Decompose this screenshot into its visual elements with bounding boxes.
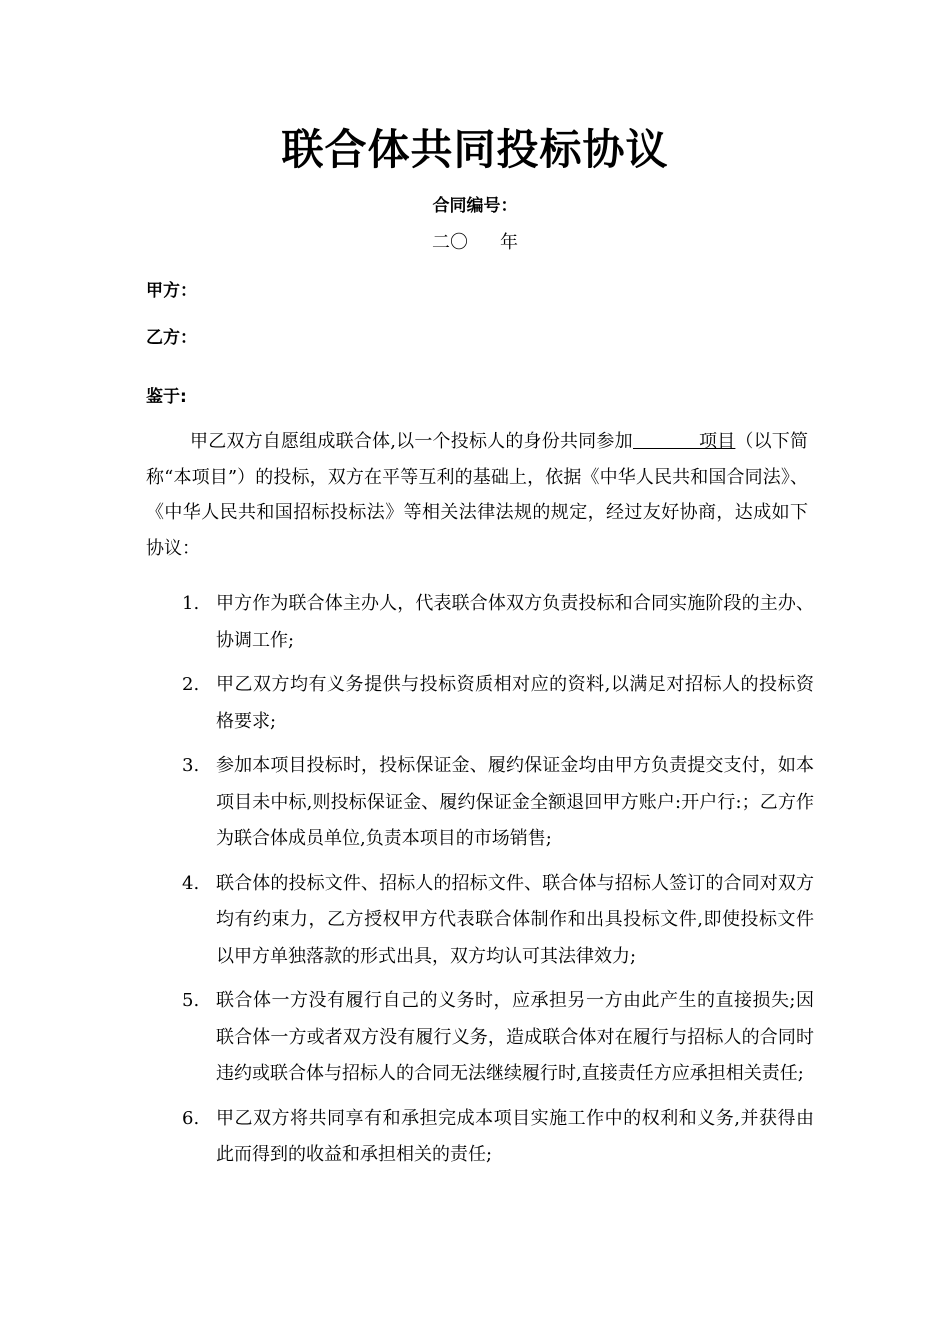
contract-number-label: 合同编号： [432,196,518,216]
intro-text-after: （以下简称“本项目”）的投标，双方在平等互利的基础上，依据《中华人民共和国合同法》、《中华人民共和国招标投标法》等相关法律法规的规定，经过友好协商，达成如下协议： [146,431,808,559]
clause-item [146,748,814,858]
clause-item [146,667,814,740]
clause-item [146,983,814,1093]
party-b-label: 乙方： [146,328,197,348]
clause-text: 联合体一方没有履行自己的义务时，应承担另一方由此产生的直接损失;因联合体一方或者双方没有履行义务，造成联合体对在履行与招标人的合同时违约或联合体与招标人的合同无法继续履行时,直接责任方应承担相关责任; [216,990,814,1084]
date-prefix: 二〇 [432,232,468,253]
clause-number: 2. [182,674,200,695]
date-line [0,229,950,257]
clause-text: 甲乙双方均有义务提供与投标资质相对应的资料,以满足对招标人的投标资格要求; [216,674,814,732]
clause-text: 甲乙双方将共同享有和承担完成本项目实施工作中的权利和义务,并获得由此而得到的收益和承担相关的责任; [216,1107,814,1165]
project-word: 项目 [698,431,736,452]
clause-text: 参加本项目投标时，投标保证金、履约保证金均由甲方负责提交支付，如本项目未中标,则投标保证金、履约保证金全额退回甲方账户:开户行:；乙方作为联合体成员单位,负责本项目的市场销售; [216,755,814,849]
intro-paragraph [146,424,808,566]
clause-list [146,586,814,1182]
project-name-blank [633,430,699,449]
whereas-label: 鉴于: [146,387,187,407]
document-title: 联合体共同投标协议 [281,125,669,174]
intro-text-before: 甲乙双方自愿组成联合体,以一个投标人的身份共同参加 [190,431,633,452]
clause-item [146,586,814,659]
party-a-label: 甲方： [146,281,197,301]
clause-number: 6. [182,1107,200,1129]
date-suffix: 年 [500,232,518,253]
clause-number: 5. [182,990,200,1011]
clause-text: 甲方作为联合体主办人，代表联合体双方负责投标和合同实施阶段的主办、协调工作; [216,593,814,651]
clause-number: 3. [182,755,200,776]
clause-number: 4. [182,872,200,894]
clause-item [146,866,814,976]
clause-number: 1. [182,593,200,614]
clause-text: 联合体的投标文件、招标人的招标文件、联合体与招标人签订的合同对双方均有约束力，乙方授权甲方代表联合体制作和出具投标文件,即使投标文件以甲方单独落款的形式出具，双方均认可其法律效力; [216,872,814,967]
clause-item [146,1101,814,1174]
